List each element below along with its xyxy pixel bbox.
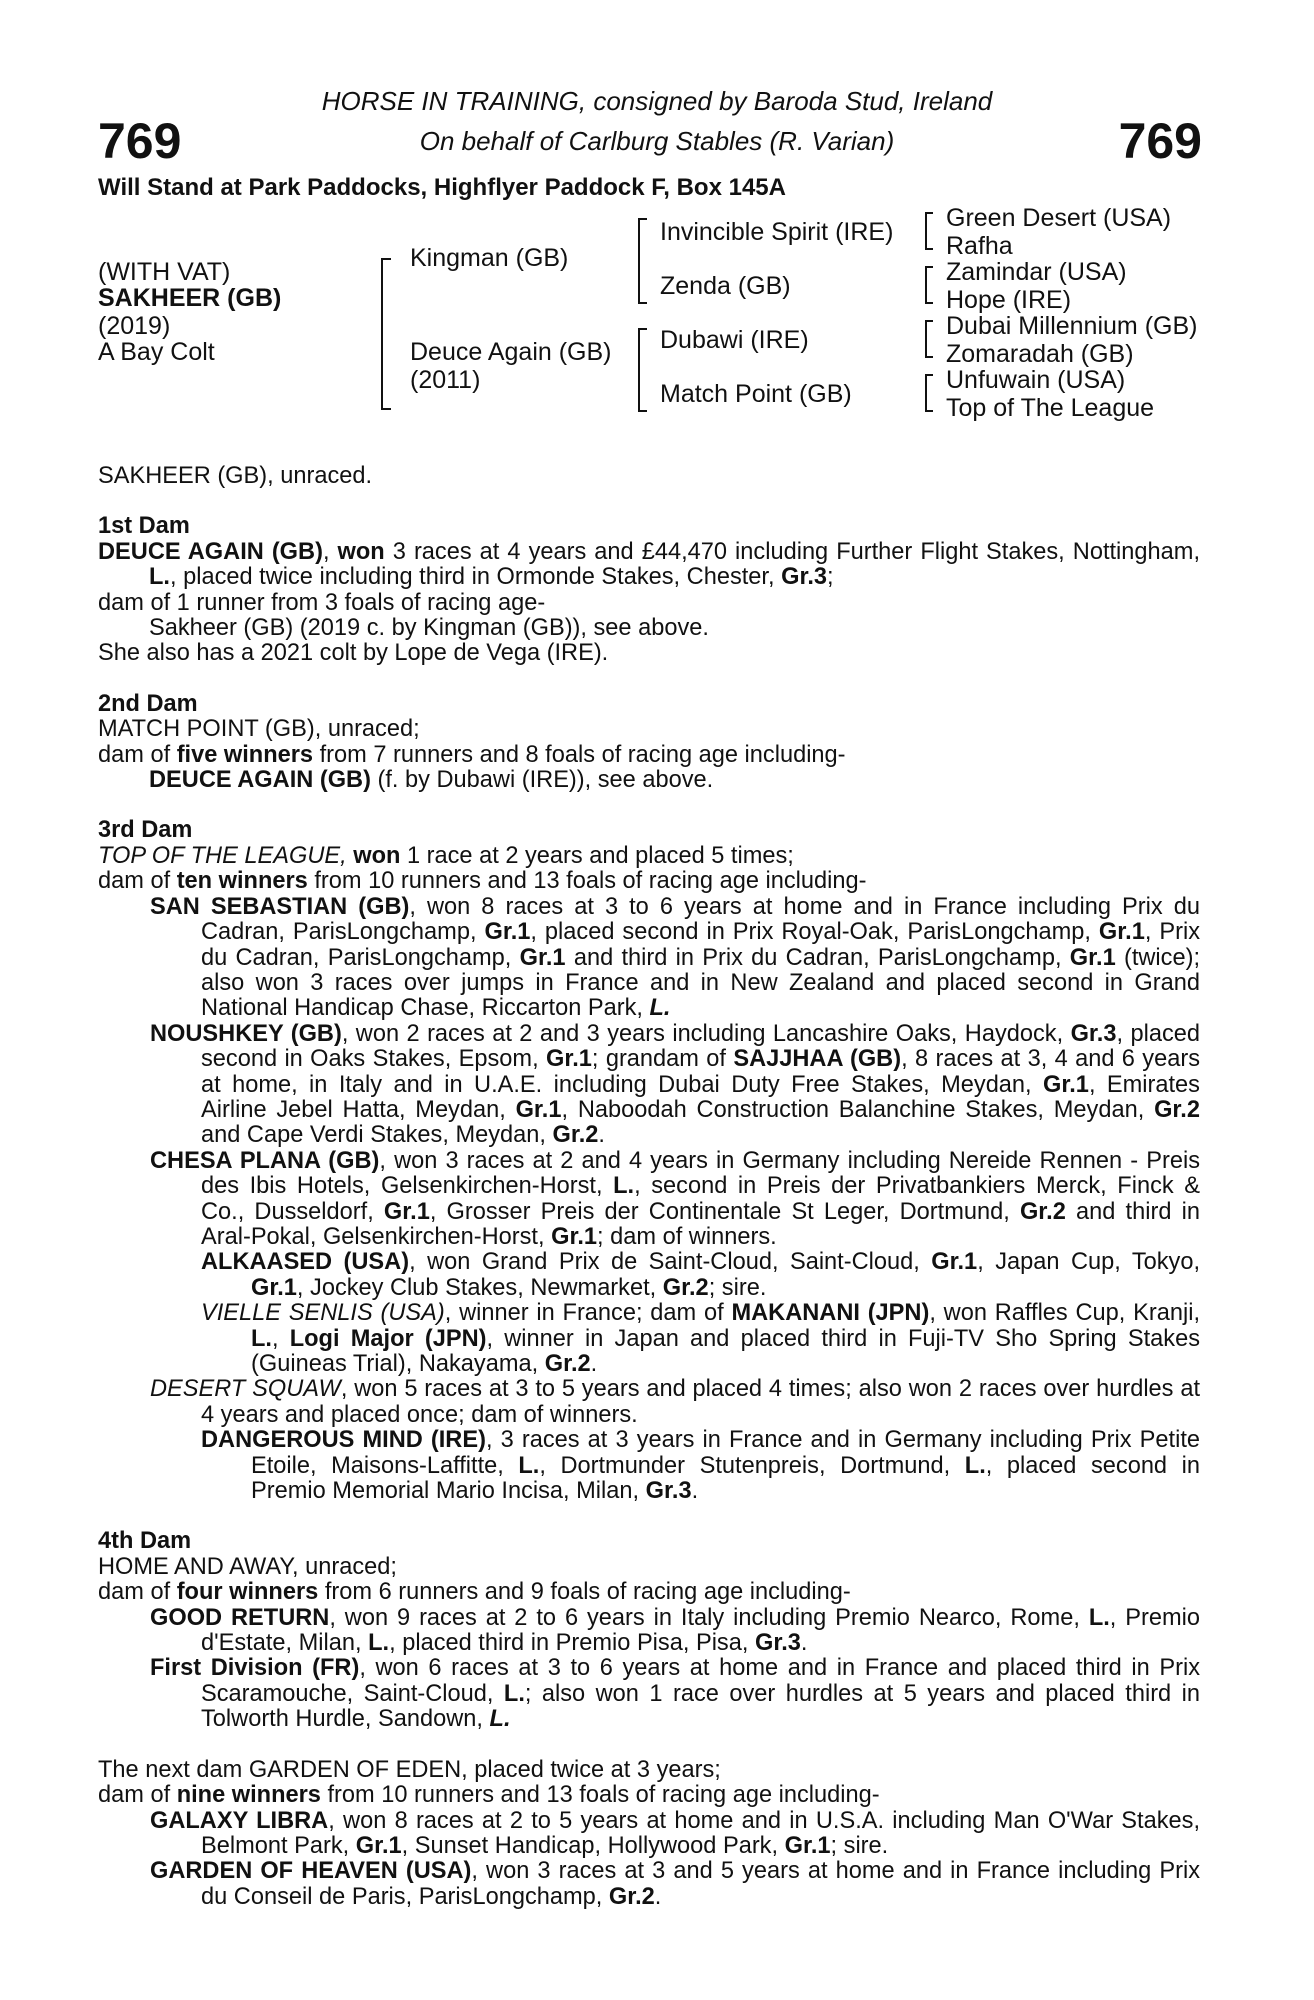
lot-number-right: 769 bbox=[1118, 113, 1202, 169]
dam-year: (2011) bbox=[410, 366, 481, 394]
horse-description: A Bay Colt bbox=[98, 338, 215, 366]
dam1-record: DEUCE AGAIN (GB), won 3 races at 4 years and £44,470 including Further Flight Stakes, Nottingham, L., placed twice including third in Ormonde Stakes, Chester, Gr.3; bbox=[98, 538, 1200, 591]
grandsire-7: Unfuwain (USA) bbox=[946, 366, 1126, 394]
produce-chesa-plana: CHESA PLANA (GB), won 3 races at 2 and 4 years in Germany including Nereide Rennen - Preis des Ibis Hotels, Gelsenkirchen-Horst, L., second in Preis der Privatbankiers Merck, Finck & Co., Dusseldorf, Gr.1, Grosser Preis der Continentale St Leger, Dortmund, Gr.2 and third in Aral-Pokal, Gelsenkirchen-Horst, Gr.1; dam of winners. bbox=[150, 1147, 1200, 1250]
produce-alkaased: ALKAASED (USA), won Grand Prix de Saint-Cloud, Saint-Cloud, Gr.1, Japan Cup, Tokyo, Gr.1, Jockey Club Stakes, Newmarket, Gr.2; sire. bbox=[201, 1249, 1201, 1301]
dam3-heading: 3rd Dam bbox=[98, 817, 193, 844]
dam2-heading: 2nd Dam bbox=[98, 690, 198, 717]
sire-sire: Invincible Spirit (IRE) bbox=[660, 218, 894, 246]
vat-label: (WITH VAT) bbox=[98, 258, 231, 286]
dam2-produce-summary: dam of five winners from 7 runners and 8 foals of racing age including- bbox=[98, 741, 846, 768]
produce-noushkey: NOUSHKEY (GB), won 2 races at 2 and 3 years including Lancashire Oaks, Haydock, Gr.3, placed second in Oaks Stakes, Epsom, Gr.1; grandam of SAJJHAA (GB), 8 races at 3, 4 and 6 years at home, in Italy and in U.A.E. including Dubai Duty Free Stakes, Meydan, Gr.1, Emirates Airline Jebel Hatta, Meydan, Gr.1, Naboodah Construction Balanchine Stakes, Meydan, Gr.2 and Cape Verdi Stakes, Meydan, Gr.2. bbox=[150, 1020, 1201, 1149]
dam2-produce-item: DEUCE AGAIN (GB) (f. by Dubawi (IRE)), see above. bbox=[149, 767, 714, 794]
grandsire-5: Dubai Millennium (GB) bbox=[946, 312, 1198, 340]
lot-number-left: 769 bbox=[98, 113, 182, 169]
sire-name: Kingman (GB) bbox=[410, 244, 569, 272]
horse-year: (2019) bbox=[98, 312, 171, 340]
produce-desert-squaw: DESERT SQUAW, won 5 races at 3 to 5 years and placed 4 times; also won 2 races over hurdles at 4 years and placed once; dam of winners. bbox=[150, 1376, 1200, 1428]
dam-sire: Dubawi (IRE) bbox=[660, 326, 809, 354]
behalf-line: On behalf of Carlburg Stables (R. Varian) bbox=[419, 126, 895, 156]
produce-good-return: GOOD RETURN, won 9 races at 2 to 6 years in Italy including Premio Nearco, Rome, L., Premio d'Estate, Milan, L., placed third in Premio Pisa, Pisa, Gr.3. bbox=[150, 1604, 1200, 1657]
next-dam-produce-summary: dam of nine winners from 10 runners and 13 foals of racing age including- bbox=[98, 1782, 880, 1809]
dam3-record: TOP OF THE LEAGUE, won 1 race at 2 years and placed 5 times; bbox=[98, 842, 794, 869]
pedigree-brace-main bbox=[381, 258, 391, 410]
next-dam-record: The next dam GARDEN OF EDEN, placed twice at 3 years; bbox=[98, 1756, 721, 1783]
dam1-note: She also has a 2021 colt by Lope de Vega (IRE). bbox=[98, 640, 609, 667]
consignor-line: HORSE IN TRAINING, consigned by Baroda Stud, Ireland bbox=[321, 86, 993, 116]
pedigree-brace-g3 bbox=[925, 320, 933, 358]
dam2-record: MATCH POINT (GB), unraced; bbox=[98, 716, 420, 743]
produce-vielle-senlis: VIELLE SENLIS (USA), winner in France; dam of MAKANANI (JPN), won Raffles Cup, Kranji, L., Logi Major (JPN), winner in Japan and placed third in Fuji-TV Sho Spring Stakes (Guineas Trial), Nakayama, Gr.2. bbox=[201, 1300, 1201, 1377]
grandsire-2: Rafha bbox=[946, 232, 1013, 260]
dam4-record: HOME AND AWAY, unraced; bbox=[98, 1553, 397, 1580]
race-record: SAKHEER (GB), unraced. bbox=[98, 463, 373, 489]
produce-garden-of-heaven: GARDEN OF HEAVEN (USA), won 3 races at 3 and 5 years at home and in France including Prix du Conseil de Paris, ParisLongchamp, Gr.2. bbox=[150, 1858, 1201, 1910]
produce-san-sebastian: SAN SEBASTIAN (GB), won 8 races at 3 to 6 years at home and in France including Prix du Cadran, ParisLongchamp, Gr.1, placed second in Prix Royal-Oak, ParisLongchamp, Gr.1, Prix du Cadran, ParisLongchamp, Gr.1 and third in Prix du Cadran, ParisLongchamp, Gr.1 (twice); also won 3 races over jumps in France and in New Zealand and placed second in Grand National Handicap Chase, Riccarton Park, L. bbox=[150, 893, 1200, 1022]
grandsire-8: Top of The League bbox=[946, 394, 1155, 422]
grandsire-3: Zamindar (USA) bbox=[946, 258, 1127, 286]
stand-location: Will Stand at Park Paddocks, Highflyer Paddock F, Box 145A bbox=[98, 174, 786, 201]
dam1-produce-summary: dam of 1 runner from 3 foals of racing age- bbox=[98, 589, 546, 616]
horse-name: SAKHEER (GB) bbox=[98, 284, 282, 312]
dam1-heading: 1st Dam bbox=[98, 513, 190, 540]
pedigree-brace-sire bbox=[638, 218, 647, 304]
dam-dam: Match Point (GB) bbox=[660, 380, 852, 408]
produce-first-division: First Division (FR), won 6 races at 3 to 6 years at home and in France and placed third in Prix Scaramouche, Saint-Cloud, L.; also won 1 race over hurdles at 5 years and placed third in Tolworth Hurdle, Sandown, L. bbox=[150, 1655, 1201, 1733]
pedigree-brace-g4 bbox=[925, 374, 933, 412]
grandsire-1: Green Desert (USA) bbox=[946, 204, 1172, 232]
dam4-produce-summary: dam of four winners from 6 runners and 9 foals of racing age including- bbox=[98, 1579, 851, 1606]
grandsire-6: Zomaradah (GB) bbox=[946, 340, 1134, 368]
produce-dangerous-mind: DANGEROUS MIND (IRE), 3 races at 3 years in France and in Germany including Prix Petite Etoile, Maisons-Laffitte, L., Dortmunder Stutenpreis, Dortmund, L., placed second in Premio Memorial Mario Incisa, Milan, Gr.3. bbox=[201, 1427, 1201, 1505]
dam-name: Deuce Again (GB) bbox=[410, 338, 612, 366]
grandsire-4: Hope (IRE) bbox=[946, 286, 1072, 314]
pedigree-brace-g1 bbox=[925, 212, 933, 250]
pedigree-brace-dam bbox=[638, 328, 647, 412]
pedigree-brace-g2 bbox=[925, 266, 933, 304]
catalogue-body bbox=[98, 464, 1200, 1910]
dam4-heading: 4th Dam bbox=[98, 1528, 192, 1555]
produce-galaxy-libra: GALAXY LIBRA, won 8 races at 2 to 5 years at home and in U.S.A. including Man O'War Stakes, Belmont Park, Gr.1, Sunset Handicap, Hollywood Park, Gr.1; sire. bbox=[150, 1807, 1200, 1859]
dam3-produce-summary: dam of ten winners from 10 runners and 13 foals of racing age including- bbox=[98, 868, 867, 895]
dam1-produce-item: Sakheer (GB) (2019 c. by Kingman (GB)), see above. bbox=[149, 615, 709, 642]
sire-dam: Zenda (GB) bbox=[660, 272, 791, 300]
